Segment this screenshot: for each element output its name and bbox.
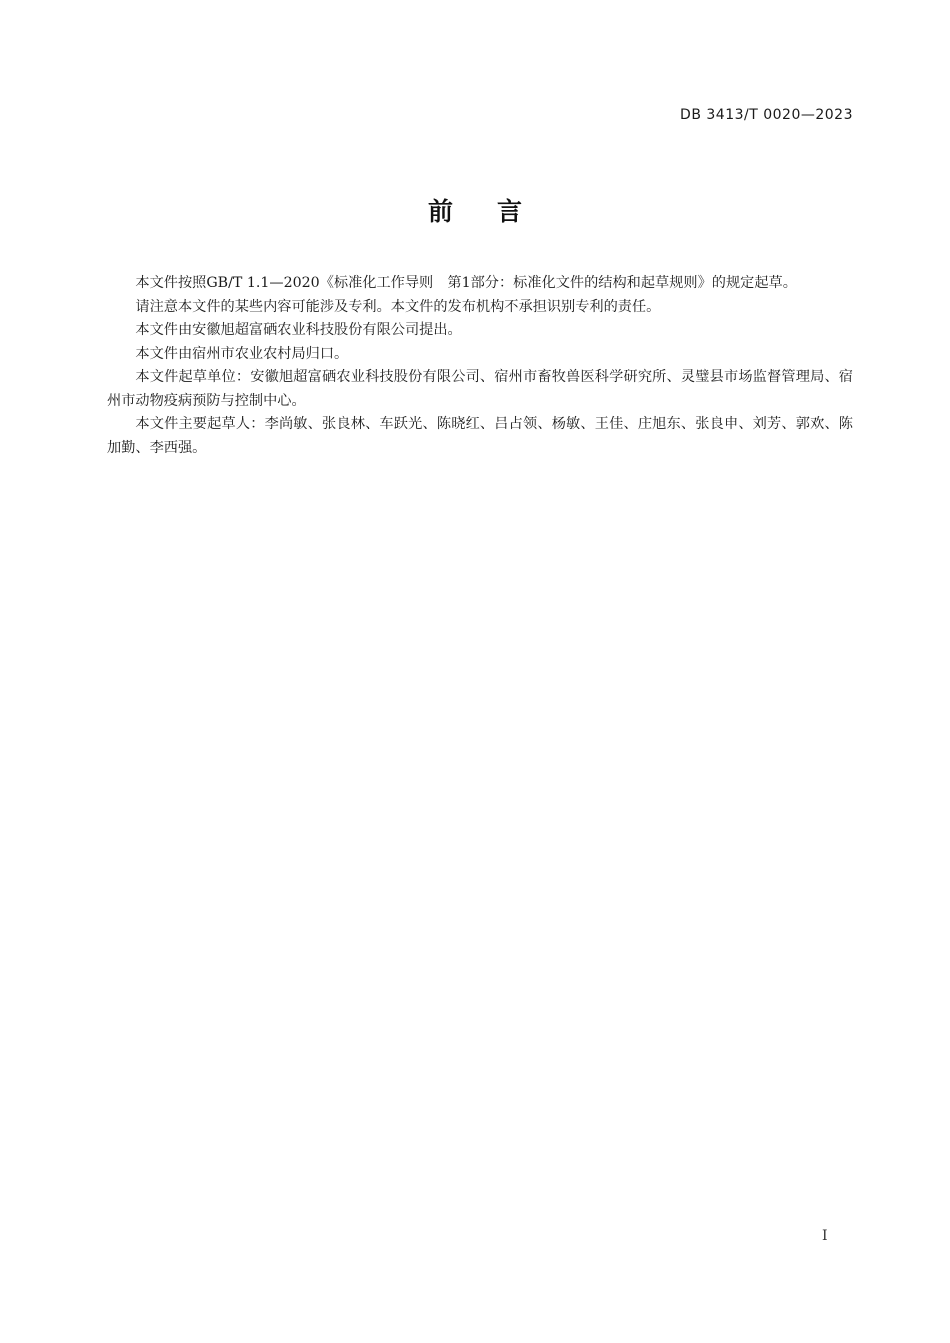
paragraph-drafting-basis: 本文件按照GB/T 1.1—2020《标准化工作导则 第1部分：标准化文件的结构和起草规则》的规定起草。	[135, 275, 797, 291]
paragraph-drafters: 本文件主要起草人：李尚敏、张良林、车跃光、陈晓红、吕占领、杨敏、王佳、庄旭东、张良申、刘芳、郭欢、陈加勤、李西强。	[107, 416, 853, 456]
document-code: DB 3413/T 0020—2023	[680, 107, 853, 123]
foreword-body	[107, 272, 853, 460]
page-number: I	[822, 1228, 828, 1244]
paragraph-drafting-units: 本文件起草单位：安徽旭超富硒农业科技股份有限公司、宿州市畜牧兽医科学研究所、灵璧县市场监督管理局、宿州市动物疫病预防与控制中心。	[107, 369, 853, 409]
section-title: 前言	[427, 197, 566, 226]
paragraph-administrator: 本文件由宿州市农业农村局归口。	[135, 345, 349, 362]
paragraph-patent-notice: 请注意本文件的某些内容可能涉及专利。本文件的发布机构不承担识别专利的责任。	[135, 298, 661, 315]
paragraph-proposer: 本文件由安徽旭超富硒农业科技股份有限公司提出。	[135, 322, 462, 338]
